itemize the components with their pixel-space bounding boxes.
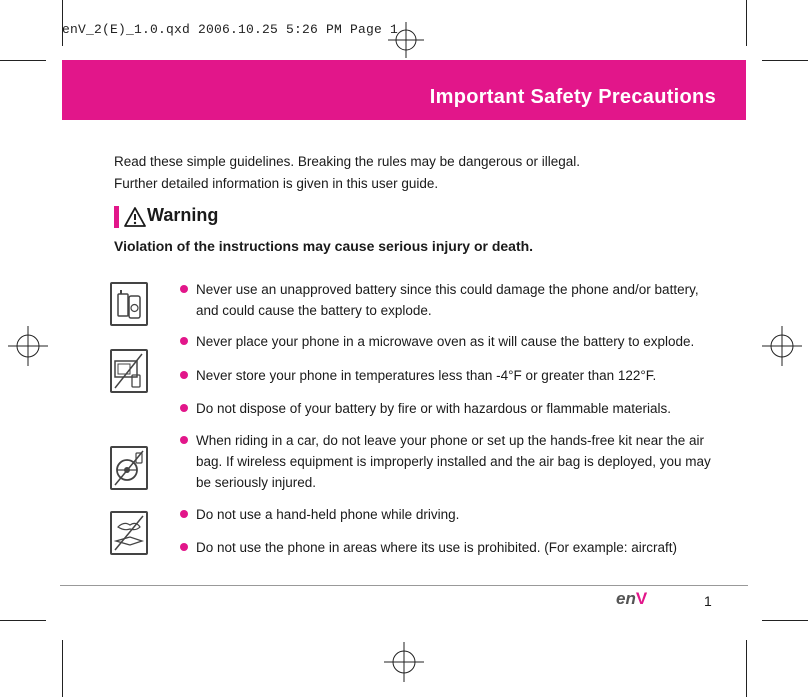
list-item-text: Do not dispose of your battery by fire or with hazardous or flammable materials. [196,401,671,416]
intro-line: Further detailed information is given in this user guide. [114,176,439,191]
list-item [180,331,720,352]
airplane-icon [110,511,148,555]
page-title: Important Safety Precautions [429,86,716,108]
bullet-dot [180,371,188,379]
list-item [180,504,720,525]
microwave-icon [110,349,148,393]
registration-mark-right [762,326,802,366]
warning-accent-bar [114,206,119,228]
crop-mark [0,60,46,61]
logo-accent: V [635,589,648,608]
bullet-dot [180,543,188,551]
logo-main: en [616,589,636,608]
list-item [180,279,720,321]
bullet-dot [180,510,188,518]
list-item [180,365,720,386]
list-item [180,398,720,419]
bullet-dot [180,436,188,444]
list-item-text: Never use an unapproved battery since this could damage the phone and/or battery, and could cause the battery to explode. [196,282,699,318]
crop-mark [0,620,46,621]
registration-mark-bottom [384,642,424,682]
env-logo [616,589,647,609]
list-item [180,537,720,558]
crop-mark [762,60,808,61]
list-item-text: Never store your phone in temperatures less than -4°F or greater than 122°F. [196,368,657,383]
list-item-text: Do not use a hand-held phone while driving. [196,507,460,522]
print-slug: enV_2(E)_1.0.qxd 2006.10.25 5:26 PM Page 1 [62,22,399,37]
page-number: 1 [704,593,712,609]
bullet-dot [180,285,188,293]
car-airbag-icon [110,446,148,490]
crop-mark [762,620,808,621]
list-item-text: Never place your phone in a microwave oven as it will cause the battery to explode. [196,334,695,349]
warning-subtitle: Violation of the instructions may cause serious injury or death. [114,238,534,254]
list-item-text: Do not use the phone in areas where its use is prohibited. (For example: aircraft) [196,540,677,555]
footer-divider [60,585,748,586]
registration-mark-left [8,326,48,366]
list-item-text: When riding in a car, do not leave your phone or set up the hands-free kit near the air bag. If wireless equipment is improperly installed and the air bag is deployed, you may be seriously injured. [196,433,711,490]
crop-mark [746,0,747,46]
bullet-dot [180,337,188,345]
crop-mark [746,640,747,697]
battery-phone-icon [110,282,148,326]
crop-mark [62,640,63,697]
list-item [180,430,720,493]
warning-heading: Warning [147,205,219,225]
bullet-dot [180,404,188,412]
warning-triangle-icon [124,207,146,227]
intro-line: Read these simple guidelines. Breaking the rules may be dangerous or illegal. [114,154,581,169]
